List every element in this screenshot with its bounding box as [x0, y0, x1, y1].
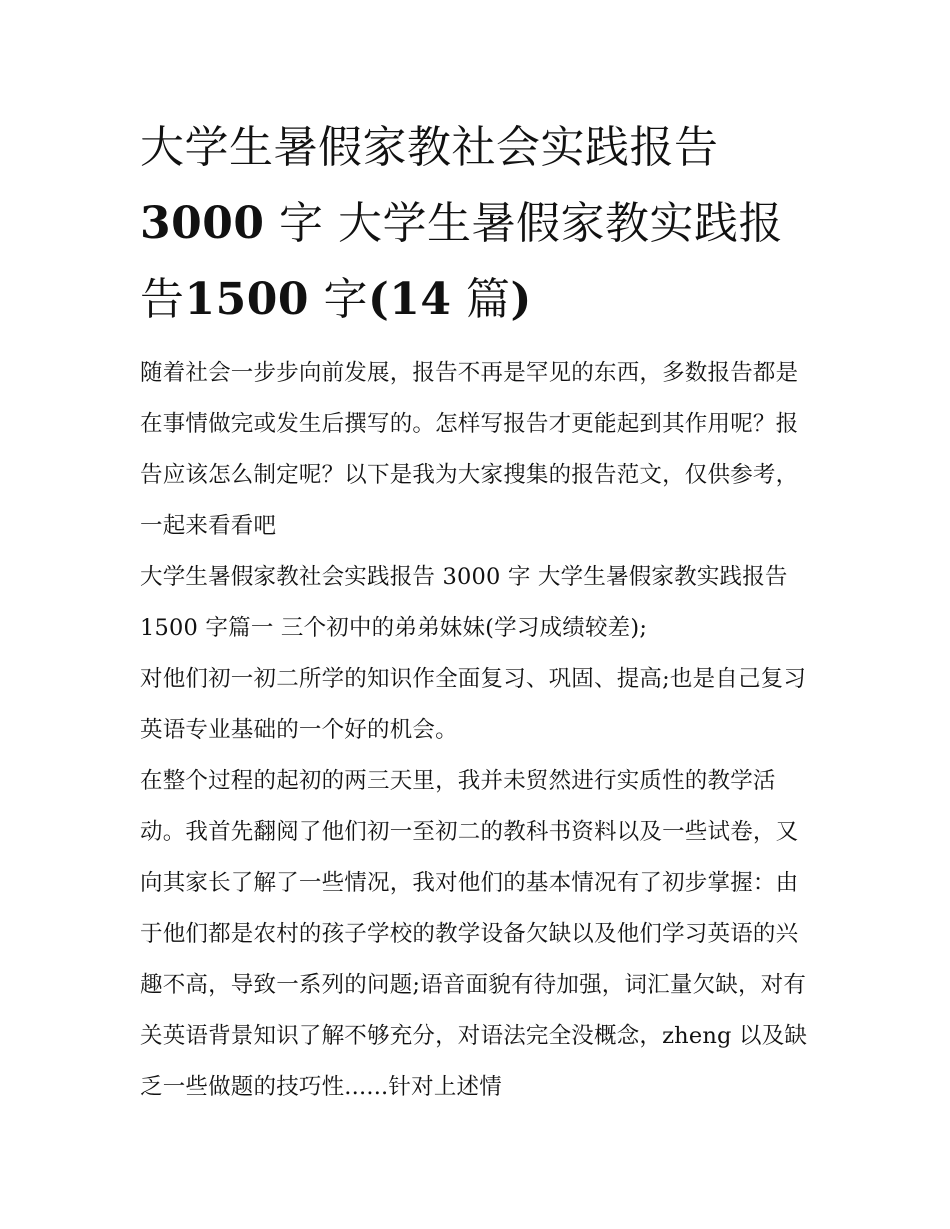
- section-heading-paragraph: 大学生暑假家教社会实践报告 3000 字 大学生暑假家教实践报告 1500 字篇一 三个初中的弟弟妹妹(学习成绩较差);: [140, 564, 788, 641]
- document-page: [140, 110, 820, 1113]
- title-part: (14: [367, 274, 452, 325]
- title-part: 字: [308, 274, 368, 325]
- document-title: [140, 110, 820, 338]
- title-part: 大学生暑假家教社会实践报告: [140, 122, 719, 173]
- title-part: 3000: [140, 198, 265, 249]
- intro-paragraph: 随着社会一步步向前发展，报告不再是罕见的东西，多数报告都是在事情做完或发生后撰写的。怎样写报告才更能起到其作用呢？报告应该怎么制定呢？以下是我为大家搜集的报告范文，仅供参考，一起来看看吧: [140, 360, 799, 539]
- title-part: 篇: [451, 274, 511, 325]
- body-paragraph: 在整个过程的起初的两三天里，我并未贸然进行实质性的教学活动。我首先翻阅了他们初一至初二的教科书资料以及一些试卷，又向其家长了解了一些情况，我对他们的基本情况有了初步掌握：由于他们都是农村的孩子学校的教学设备欠缺以及他们学习英语的兴趣不高，导致一系列的问题;语音面貌有待加强，词汇量欠缺，对有关英语背景知识了解不够充分，对语法完全没概念，zheng 以及缺乏一些做题的技巧性......针对上述情: [140, 768, 808, 1100]
- body-paragraph: 对他们初一初二所学的知识作全面复习、巩固、提高;也是自己复习英语专业基础的一个好的机会。: [140, 666, 807, 743]
- title-part: 1500: [184, 274, 309, 325]
- title-part: 字 大学生暑假家教实践报告: [140, 198, 783, 325]
- title-part: ): [510, 274, 532, 325]
